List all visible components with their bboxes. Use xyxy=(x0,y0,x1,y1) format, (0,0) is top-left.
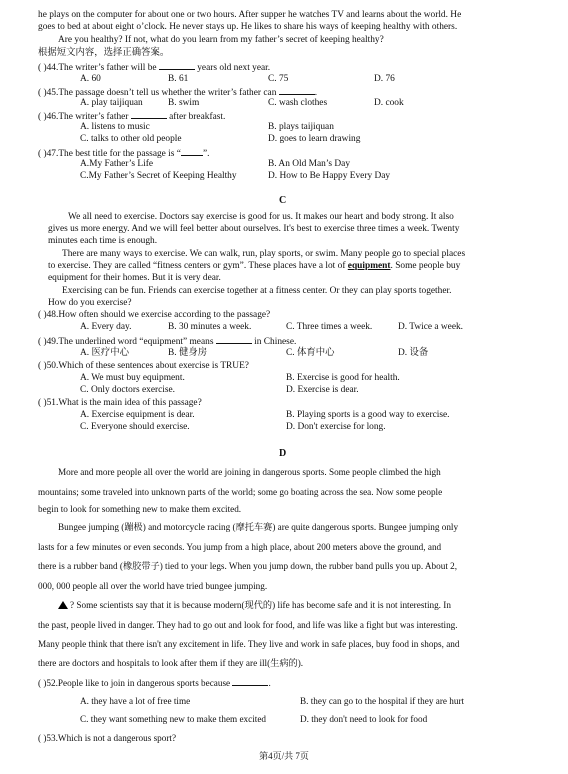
instruction-text: 根据短文内容，选择正确答案。 xyxy=(38,48,170,58)
triangle-blank-icon xyxy=(58,601,68,609)
passage-line: equipment for their homes. But it is very dear. xyxy=(48,273,221,283)
option: B. 健身房 xyxy=(168,348,208,358)
passage-line: there are doctors and hospitals to look after them if they are ill(生病的). xyxy=(38,658,304,668)
option: C. talks to other old people xyxy=(80,134,182,144)
question-51: ( )51.What is the main idea of this passage? xyxy=(38,398,202,408)
passage-line: Many people think that there isn't any excitement in life. They live and work in safe places, buy food in shops, and xyxy=(38,639,460,649)
option: C. 75 xyxy=(268,74,289,84)
option: B. Exercise is good for health. xyxy=(286,373,400,383)
option: C. Three times a week. xyxy=(286,322,373,332)
answer-blank xyxy=(181,147,203,156)
option: A. 60 xyxy=(80,74,101,84)
answer-blank xyxy=(279,86,315,95)
answer-blank xyxy=(131,110,167,119)
option: C.My Father’s Secret of Keeping Healthy xyxy=(80,171,237,181)
option: D. Twice a week. xyxy=(398,322,464,332)
question-45: ( )45.The passage doesn’t tell us whether the writer’s father can . xyxy=(38,88,318,98)
passage-line: How do you exercise? xyxy=(48,298,132,308)
option: D. 76 xyxy=(374,74,395,84)
passage-line: Exercising can be fun. Friends can exercise together at a fitness center. Or they can play sports together. xyxy=(62,286,452,296)
option: A. Every day. xyxy=(80,322,132,332)
passage-line: minutes each time is enough. xyxy=(48,236,158,246)
question-44: ( )44.The writer’s father will be years old next year. xyxy=(38,63,271,73)
passage-line: there is a rubber band (橡胶带子) tied to your legs. When you jump down, the rubber band pulls you up. About 2, xyxy=(38,561,458,571)
option: C. they want something new to make them excited xyxy=(80,714,267,724)
question-50: ( )50.Which of these sentences about exercise is TRUE? xyxy=(38,361,249,371)
passage-line: Are you healthy? If not, what do you learn from my father’s secret of keeping healthy? xyxy=(58,35,384,45)
passage-line: lasts for a few minutes or even seconds. You jump from a high place, about 200 meters above the ground, and xyxy=(38,542,442,552)
passage-line: mountains; some traveled into unknown parts of the world; some go boating across the sea. Now some people xyxy=(38,487,443,497)
option: B. 30 minutes a week. xyxy=(168,322,252,332)
option: A. play taijiquan xyxy=(80,98,143,108)
answer-blank xyxy=(159,61,195,70)
option: A. they have a lot of free time xyxy=(80,696,191,706)
question-46: ( )46.The writer’s father after breakfast. xyxy=(38,112,226,122)
option: D. How to Be Happy Every Day xyxy=(268,171,391,181)
question-48: ( )48.How often should we exercise according to the passage? xyxy=(38,310,271,320)
underlined-word: equipment xyxy=(347,261,391,271)
passage-line: ? Some scientists say that it is because modern(现代的) life has become safe and it is not interesting. In xyxy=(58,599,451,611)
passage-line: There are many ways to exercise. We can walk, run, play sports, or swim. Many people go to special places xyxy=(62,249,466,259)
passage-line: he plays on the computer for about one or two hours. After supper he watches TV and learns about the world. He xyxy=(38,10,462,20)
option: B. they can go to the hospital if they are hurt xyxy=(300,696,465,706)
passage-line: goes to bed at about eight o’clock. He never stays up. He likes to share his ways of keeping healthy with others. xyxy=(38,22,458,32)
answer-blank xyxy=(232,677,268,686)
option: D. Exercise is dear. xyxy=(286,385,359,395)
question-53: ( )53.Which is not a dangerous sport? xyxy=(38,733,177,743)
question-47: ( )47.The best title for the passage is “ ”. xyxy=(38,149,210,159)
passage-line: 000, 000 people all over the world have tried bungee jumping. xyxy=(38,581,268,591)
passage-line: begin to look for something new to make them excited. xyxy=(38,504,242,514)
passage-line: gives us more energy. And we will feel better about ourselves. It's best to exercise three times a week. Twenty xyxy=(48,224,460,234)
question-49: ( )49.The underlined word “equipment” means in Chinese. xyxy=(38,337,297,347)
passage-line: the past, people lived in danger. They had to go out and look for food, and life was like a fight but was interesting. xyxy=(38,620,458,630)
option: B. plays taijiquan xyxy=(268,122,334,132)
option: A. 医疗中心 xyxy=(80,348,129,358)
option: C. wash clothes xyxy=(268,98,328,108)
passage-line: We all need to exercise. Doctors say exercise is good for us. It makes our heart and body strong. It also xyxy=(68,212,454,222)
option: C. Everyone should exercise. xyxy=(80,422,190,432)
question-52: ( )52.People like to join in dangerous sports because . xyxy=(38,678,271,688)
passage-line: More and more people all over the world are joining in dangerous sports. Some people climbed the high xyxy=(58,467,441,477)
passage-line: to exercise. They are called “fitness centers or gym”. These places have a lot of equipment. Some people buy xyxy=(48,261,461,271)
option: A.My Father’s Life xyxy=(80,159,153,169)
option: D. they don't need to look for food xyxy=(300,714,428,724)
option: C. Only doctors exercise. xyxy=(80,385,176,395)
option: D. cook xyxy=(374,98,404,108)
option: B. Playing sports is a good way to exercise. xyxy=(286,410,450,420)
option: D. Don't exercise for long. xyxy=(286,422,386,432)
option: A. Exercise equipment is dear. xyxy=(80,410,195,420)
section-label-d: D xyxy=(279,448,287,459)
option: B. An Old Man’s Day xyxy=(268,159,351,169)
option: B. 61 xyxy=(168,74,189,84)
option: C. 体育中心 xyxy=(286,348,335,358)
passage-line: Bungee jumping (蹦极) and motorcycle racing (摩托车赛) are quite dangerous sports. Bungee jumping only xyxy=(58,522,459,532)
answer-blank xyxy=(216,335,252,344)
option: D. goes to learn drawing xyxy=(268,134,361,144)
option: A. listens to music xyxy=(80,122,150,132)
option: A. We must buy equipment. xyxy=(80,373,185,383)
page-footer: 第4页/共 7页 xyxy=(259,751,309,761)
section-label-c: C xyxy=(279,195,287,206)
option: B. swim xyxy=(168,98,200,108)
option: D. 设备 xyxy=(398,348,429,358)
